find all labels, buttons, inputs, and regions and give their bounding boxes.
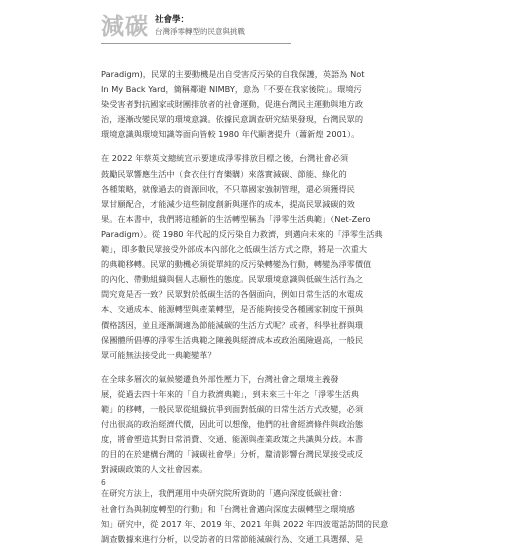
text-line: 展，從過去四十年來的「自力救濟典範」，到未來三十年之「淨零生活典: [101, 388, 359, 399]
header-text: [155, 14, 245, 37]
text-line: 眾可能無法接受此一典範變革？: [101, 349, 216, 360]
text-line: 知」研究中，從 2017 年、2019 年、2021 年與 2022 年四波電話訪問的民意: [101, 518, 389, 529]
text-line: 在全球多層次的氣候變遷負外部性壓力下，台灣社會之環境主義發: [101, 373, 339, 384]
text-line: Paradigm)，民眾的主要動機是出自受害反污染的自我保護，英語為 Not: [101, 69, 365, 79]
text-line: 環境意識與環境知識等面向皆較 1980 年代顯著提升（蕭新煌 2001）。: [101, 129, 360, 140]
paragraph: [101, 486, 417, 546]
book-logo: 減碳: [101, 13, 149, 40]
page-number: 6: [101, 478, 106, 487]
text-line: 鼓勵民眾響應生活中（食衣住行育樂購）來落實減碳、節能、綠化的: [101, 168, 347, 179]
body-text: [101, 67, 417, 556]
text-line: 範」的移轉，一般民眾從組織抗爭到面對低碳的日常生活方式改變，必須: [101, 403, 364, 414]
text-line: 價格誘因，並且逐漸調適為節能減碳的生活方式呢？或者，科學社群與環: [101, 319, 364, 330]
text-line: 果。在本書中，我們將這種新的生活轉型稱為「淨零生活典範」（Net-Zero: [101, 213, 371, 224]
text-line: 社會行為與制度轉型的行動」和「台灣社會邁向深度去碳轉型之環境感: [101, 503, 355, 514]
text-line: 的典範移轉。民眾的動機必須從單純的反污染轉變為行動，轉變為淨零價值: [101, 259, 372, 270]
text-line: 對減碳政策的人文社會因素。: [101, 464, 208, 475]
header-divider: [101, 43, 291, 44]
text-line: 間究竟是否一致？民眾對於低碳生活的各個面向，例如日常生活的水電成: [101, 289, 364, 300]
paragraph: [101, 67, 417, 142]
paragraph: [101, 372, 417, 478]
text-line: Paradigm）。從 1980 年代起的反污染自力救濟，到邁向未來的「淨零生活典: [101, 228, 383, 239]
text-line: 度，將會塑造其對日常消費、交通、能源與產業政策之共識與分歧。本書: [101, 434, 364, 445]
text-line: 染受害者對抗國家或財團排放者的社會運動，促進台灣民主運動與地方政: [101, 99, 364, 110]
text-line: 本、交通成本、能源轉型與產業轉型，是否能夠接受各種國家制度干預與: [101, 304, 364, 315]
paragraph: [101, 151, 417, 362]
text-line: 的目的在於建構台灣的「減碳社會學」分析，釐清影響台灣民眾接受或反: [101, 449, 364, 460]
text-line: 範」，即多數民眾接受外部成本內部化之低碳生活方式之際，將是一次重大: [101, 244, 368, 255]
text-line: 的內化、帶動組織與個人志願性的態度。民眾環境意識與低碳生活行為之: [101, 274, 364, 285]
running-header: [101, 14, 481, 44]
text-line: 在研究方法上，我們運用中央研究院所資助的「邁向深度低碳社會：: [101, 488, 347, 499]
series-title: 社會學：: [155, 15, 190, 25]
text-line: 治，逐漸改變民眾的環境意識。依據民意調查研究結果發現，台灣民眾的: [101, 114, 364, 125]
text-line: 保團體所倡導的淨零生活典範之陳義與經濟成本或政治風險過高，一般民: [101, 334, 364, 345]
series-subtitle: 台灣淨零轉型的民意與挑戰: [155, 27, 245, 36]
text-line: 眾甘願配合，才能減少這些制度創新與運作的成本，提高民眾減碳的效: [101, 198, 355, 209]
text-line: 付出很高的政治經濟代價，因此可以想像，他們的社會經濟條件與政治態: [101, 419, 364, 430]
text-line: 在 2022 年蔡英文總統宣示要達成淨零排放目標之後，台灣社會必須: [101, 153, 349, 164]
text-line: In My Back Yard，簡稱鄰避 NIMBY，意為「不要在我家後院」。環境污: [101, 84, 362, 95]
text-line: 調查數據來進行分析，以受訪者的日常節能減碳行為、交通工具選擇、是: [101, 533, 364, 544]
text-line: 各種策略，就像過去的資源回收，不只靠國家強制管理，還必須獲得民: [101, 183, 355, 194]
